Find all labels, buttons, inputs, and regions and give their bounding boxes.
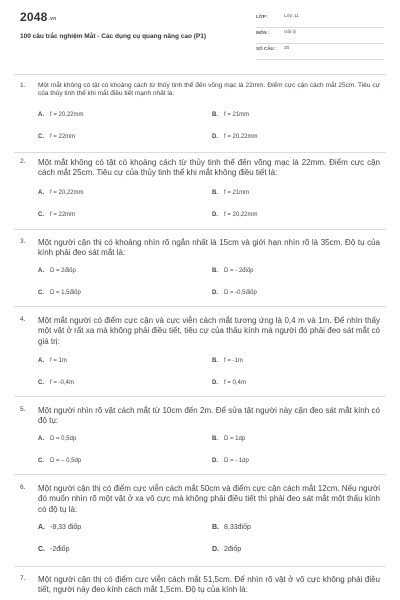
option-letter: B.: [212, 358, 218, 364]
option-text: f = 22mm: [50, 212, 76, 218]
option-letter: D.: [212, 380, 218, 386]
option-letter: A.: [38, 524, 45, 531]
document-header: [0, 0, 400, 76]
option-text: D = 0,5dp: [50, 436, 77, 442]
option-c[interactable]: [38, 546, 69, 553]
option-c[interactable]: [38, 212, 75, 218]
option-letter: C.: [38, 546, 45, 553]
option-text: f = 20,22mm: [50, 112, 84, 118]
question-number: 1.: [20, 82, 26, 89]
option-letter: A.: [38, 190, 44, 196]
option-a[interactable]: [38, 524, 81, 531]
logo-suffix: .vn: [48, 16, 57, 22]
question-text: Một người nhìn rõ vật cách mắt từ 10cm đến 2m. Để sửa tật người này cận đeo sát mắt kính có độ tụ:: [38, 406, 380, 426]
option-a[interactable]: [38, 268, 76, 274]
divider: [14, 474, 386, 475]
option-a[interactable]: [38, 112, 84, 118]
option-text: f = 1m: [50, 358, 67, 364]
option-c[interactable]: [38, 380, 74, 386]
option-b[interactable]: [212, 190, 249, 196]
option-text: f = 21mm: [224, 190, 250, 196]
option-d[interactable]: [212, 546, 241, 553]
option-letter: B.: [212, 112, 218, 118]
option-text: f = 0,4m: [224, 380, 246, 386]
divider: [14, 396, 386, 397]
option-letter: B.: [212, 524, 219, 531]
option-text: f = 20,22mm: [50, 190, 84, 196]
meta-row-subject: [256, 27, 384, 44]
option-text: D = - 2điốp: [224, 268, 254, 274]
option-text: D = 1dp: [224, 436, 246, 442]
option-letter: A.: [38, 268, 44, 274]
option-text: D = -0,5điốp: [224, 290, 257, 296]
option-b[interactable]: [212, 268, 254, 274]
meta-value: Vật lý: [284, 30, 296, 35]
option-text: D = 1,5điốp: [50, 290, 81, 296]
option-b[interactable]: [212, 358, 243, 364]
option-letter: C.: [38, 380, 44, 386]
meta-value: Lớp 11: [284, 14, 299, 19]
question-number: 5.: [20, 406, 26, 413]
option-c[interactable]: [38, 134, 75, 140]
option-d[interactable]: [212, 458, 249, 464]
option-letter: C.: [38, 458, 44, 464]
divider: [14, 229, 386, 230]
meta-label: LỚP :: [256, 14, 269, 19]
option-c[interactable]: [38, 290, 81, 296]
question-number: 2.: [20, 158, 26, 165]
divider: [14, 152, 386, 153]
meta-value: 20: [284, 46, 290, 51]
option-a[interactable]: [38, 358, 67, 364]
divider: [14, 306, 386, 307]
site-logo[interactable]: [20, 10, 56, 24]
option-text: f = 22mm: [50, 134, 76, 140]
option-text: f = -0,4m: [50, 380, 74, 386]
option-d[interactable]: [212, 212, 258, 218]
option-text: 8,33điốp: [224, 524, 251, 531]
logo-main: 2048: [20, 10, 48, 24]
question-text: Một người cận thị có điểm cực viễn cách mắt 50cm và điểm cực cận cách mắt 12cm. Nếu người đó muốn nhìn rõ một vật ở xa vô cực mà không phải điều tiết thì phải đeo sát mắt một thấu kính có độ tụ là:: [38, 484, 380, 514]
option-a[interactable]: [38, 190, 84, 196]
option-letter: C.: [38, 290, 44, 296]
meta-row-question-count: [256, 43, 384, 60]
option-d[interactable]: [212, 290, 257, 296]
question-text: Một người cận thị có khoảng nhìn rõ ngắn nhất là 15cm và giới hạn nhìn rõ là 35cm. Độ tụ của kính phải đeo sát mắt là:: [38, 238, 380, 258]
question-number: 7.: [20, 575, 26, 582]
option-a[interactable]: [38, 436, 76, 442]
option-d[interactable]: [212, 380, 246, 386]
option-c[interactable]: [38, 458, 81, 464]
option-text: f = 20,22mm: [224, 212, 258, 218]
meta-label: MÔN :: [256, 30, 270, 35]
divider: [14, 566, 386, 567]
option-text: D = 2điốp: [50, 268, 76, 274]
question-text: Một người cận thị có điểm cực viễn cách mắt 51,5cm. Để nhìn rõ vật ở vô cực không phải điều tiết, người này đeo kính cách mắt 1,5cm. Độ tụ của kính là:: [38, 575, 380, 595]
option-letter: B.: [212, 190, 218, 196]
question-number: 6.: [20, 484, 26, 491]
option-text: f = 20,22mm: [224, 134, 258, 140]
divider: [14, 74, 386, 75]
option-text: D = - 1dp: [224, 458, 249, 464]
option-letter: D.: [212, 212, 218, 218]
option-letter: B.: [212, 436, 218, 442]
option-text: f = 21mm: [224, 112, 250, 118]
option-d[interactable]: [212, 134, 258, 140]
option-letter: C.: [38, 212, 44, 218]
option-b[interactable]: [212, 524, 251, 531]
question-text: Một mắt không có tật có khoảng cách từ thủy tinh thể đến võng mạc là 22mm. Điểm cực cận cách mắt 25cm. Tiêu cự của thủy tinh thể khi mắt điều tiết mạnh nhất là:: [38, 82, 380, 98]
option-b[interactable]: [212, 436, 245, 442]
option-text: -2điốp: [50, 546, 70, 553]
question-text: Một mắt không có tật có khoảng cách từ thủy tinh thể đến võng mạc là 22mm. Điểm cực cận cách mắt 25cm. Tiêu cự của thủy tinh thể khi mắt không điều tiết là:: [38, 158, 380, 178]
option-letter: D.: [212, 290, 218, 296]
option-text: 2điốp: [224, 546, 242, 553]
question-number: 4.: [20, 316, 26, 323]
option-letter: C.: [38, 134, 44, 140]
option-letter: A.: [38, 358, 44, 364]
option-b[interactable]: [212, 112, 249, 118]
option-letter: A.: [38, 436, 44, 442]
option-letter: D.: [212, 134, 218, 140]
question-number: 3.: [20, 238, 26, 245]
option-text: f = -1m: [224, 358, 243, 364]
option-letter: D.: [212, 546, 219, 553]
meta-label: SỐ CÂU :: [256, 46, 277, 51]
meta-row-class: [256, 11, 384, 28]
question-text: Một mắt người có điểm cực cận và cực viễn cách mắt tương ứng là 0,4 m và 1m. Để nhìn thấy một vật ở rất xa mà không phải điều tiết, tiêu cự của thấu kính mà người đó phải đeo sát mắt có giá trị:: [38, 316, 380, 346]
option-letter: B.: [212, 268, 218, 274]
option-letter: A.: [38, 112, 44, 118]
option-letter: D.: [212, 458, 218, 464]
option-text: D = – 0,5dp: [50, 458, 82, 464]
option-text: -8,33 điốp: [50, 524, 82, 531]
document-title: 100 câu trắc nghiệm Mắt - Các dụng cụ quang nâng cao (P1): [20, 33, 207, 40]
